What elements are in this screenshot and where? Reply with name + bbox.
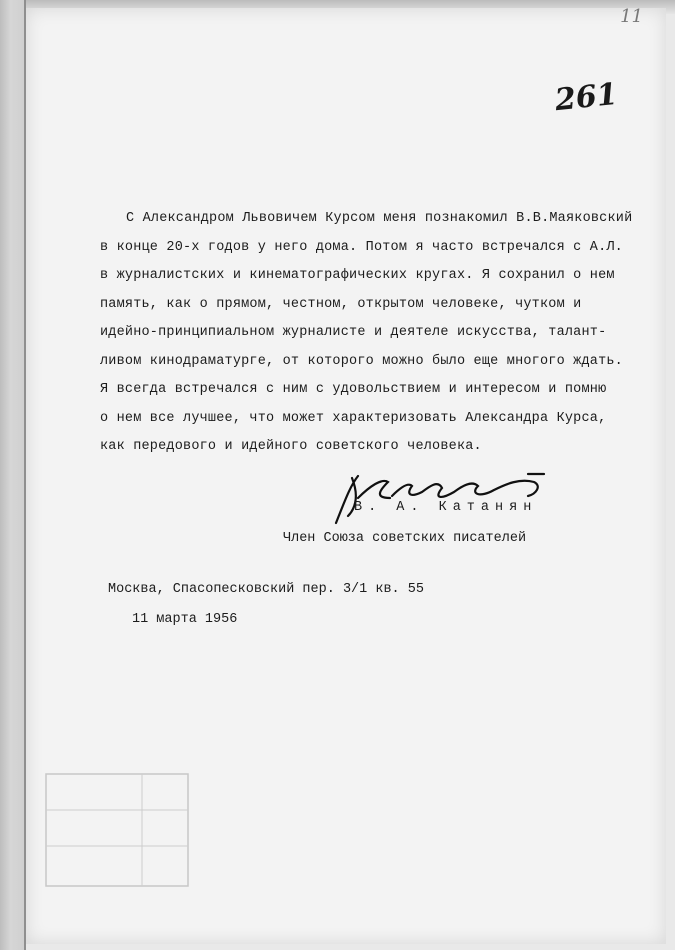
letter-line: в журналистских и кинематографических кругах. Я сохранил о нем <box>100 268 615 283</box>
archive-number: 261 <box>553 76 620 119</box>
letter-line: в конце 20-х годов у него дома. Потом я часто встречался с А.Л. <box>100 239 623 255</box>
letter-line: идейно-принципиальном журналисте и деятеле искусства, талант- <box>100 325 607 340</box>
handwritten-signature <box>330 468 560 528</box>
faded-archive-stamp <box>42 770 192 890</box>
letter-line: ливом кинодраматурге, от которого можно было еще многого ждать. <box>100 353 623 369</box>
letter-line: Я всегда встречался с ним с удовольствием и интересом и помню <box>100 382 607 397</box>
letter-line: как передового и идейного советского человека. <box>100 439 482 454</box>
letter-body <box>100 205 640 462</box>
letter-line: о нем все лучшее, что может характеризовать Александра Курса, <box>100 410 607 426</box>
folio-mark: 11 <box>620 6 643 27</box>
signature-icon <box>330 468 560 528</box>
letter-line: память, как о прямом, честном, открытом человеке, чутком и <box>100 296 582 312</box>
signer-name: В. А. Катанян <box>354 500 538 515</box>
stamp-icon <box>42 770 192 890</box>
date-line: 11 марта 1956 <box>132 612 238 627</box>
binding-edge <box>0 0 26 950</box>
address-line: Москва, Спасопесковский пер. 3/1 кв. 55 <box>108 582 424 597</box>
signer-role: Член Союза советских писателей <box>283 531 527 546</box>
letter-line: С Александром Львовичем Курсом меня познакомил В.В.Маяковский <box>126 211 633 226</box>
